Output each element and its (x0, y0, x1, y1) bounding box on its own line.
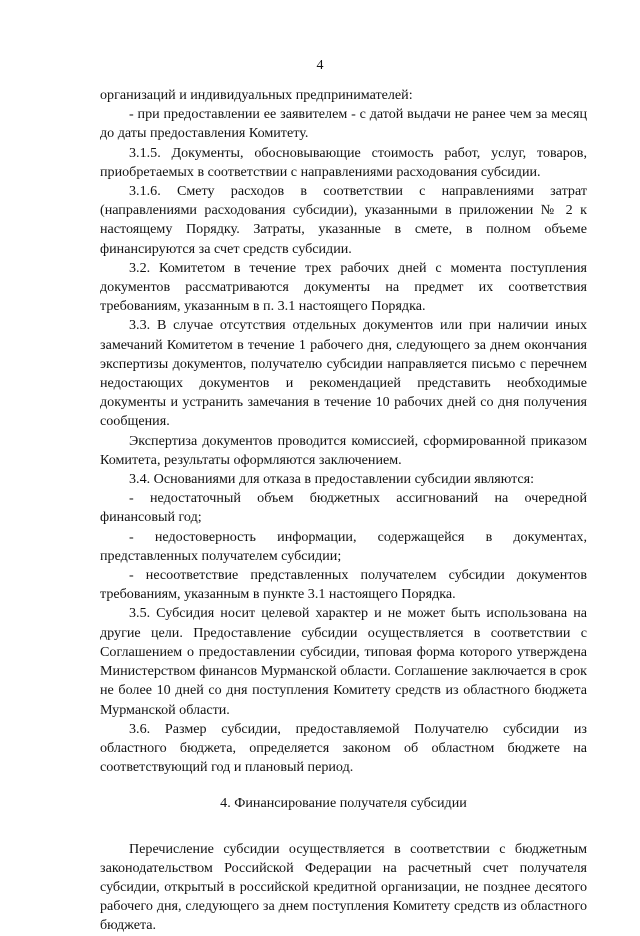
paragraph: Перечисление субсидии осуществляется в соответствии с бюджетным законодательством Российской Федерации на расчетный счет получателя субсидии, открытый в российской кредитной организации, не позднее десятого рабочего дня, следующего за днем поступления Комитету средств из областного бюджета. (100, 840, 587, 934)
paragraph: 3.6. Размер субсидии, предоставляемой Получателю субсидии из областного бюджета, определяется законом об областном бюджете на соответствующий год и плановый период. (100, 720, 587, 776)
paragraph: 3.5. Субсидия носит целевой характер и не может быть использована на другие цели. Предоставление субсидии осуществляется в соответствии с Соглашением о предоставлении субсидии, типовая форма которого утверждена Министерством финансов Мурманской области. Соглашение заключается в срок не более 10 дней со дня поступления Комитету средств из областного бюджета Мурманской области. (100, 605, 587, 718)
paragraph: - при предоставлении ее заявителем - с датой выдачи не ранее чем за месяц до даты предоставления Комитету. (100, 106, 587, 142)
list-item: - несоответствие представленных получателем субсидии документов требованиям, указанным в пункте 3.1 настоящего Порядка. (100, 567, 587, 603)
paragraph: 3.1.5. Документы, обосновывающие стоимость работ, услуг, товаров, приобретаемых в соответствии с направлениями расходования субсидии. (100, 144, 587, 180)
paragraph: организаций и индивидуальных предпринимателей: (100, 87, 413, 103)
paragraph: 3.3. В случае отсутствия отдельных документов или при наличии иных замечаний Комитетом в течение 1 рабочего дня, следующего за днем окончания экспертизы документов, получателю субсидии направляется письмо с перечнем недостающих документов и рекомендацией представить необходимые документы и устранить замечания в течение 10 рабочих дней со дня получения сообщения. (100, 317, 587, 430)
document-body (100, 86, 587, 936)
paragraph: Экспертиза документов проводится комиссией, сформированной приказом Комитета, результаты оформляются заключением. (100, 432, 587, 468)
paragraph: 3.1.6. Смету расходов в соответствии с направлениями затрат (направлениями расходования субсидии), указанными в приложении № 2 к настоящему Порядку. Затраты, указанные в смете, в полном объеме финансируются за счет средств субсидии. (100, 183, 587, 257)
paragraph: 3.2. Комитетом в течение трех рабочих дней с момента поступления документов рассматриваются документы на предмет их соответствия требованиям, указанным в п. 3.1 настоящего Порядка. (100, 259, 587, 315)
list-item: - недостаточный объем бюджетных ассигнований на очередной финансовый год; (100, 490, 587, 526)
paragraph: 3.4. Основаниями для отказа в предоставлении субсидии являются: (129, 471, 535, 488)
section-heading: 4. Финансирование получателя субсидии (220, 795, 467, 812)
list-item: - недостоверность информации, содержащейся в документах, представленных получателем субсидии; (100, 528, 587, 564)
page-number: 4 (316, 58, 324, 73)
